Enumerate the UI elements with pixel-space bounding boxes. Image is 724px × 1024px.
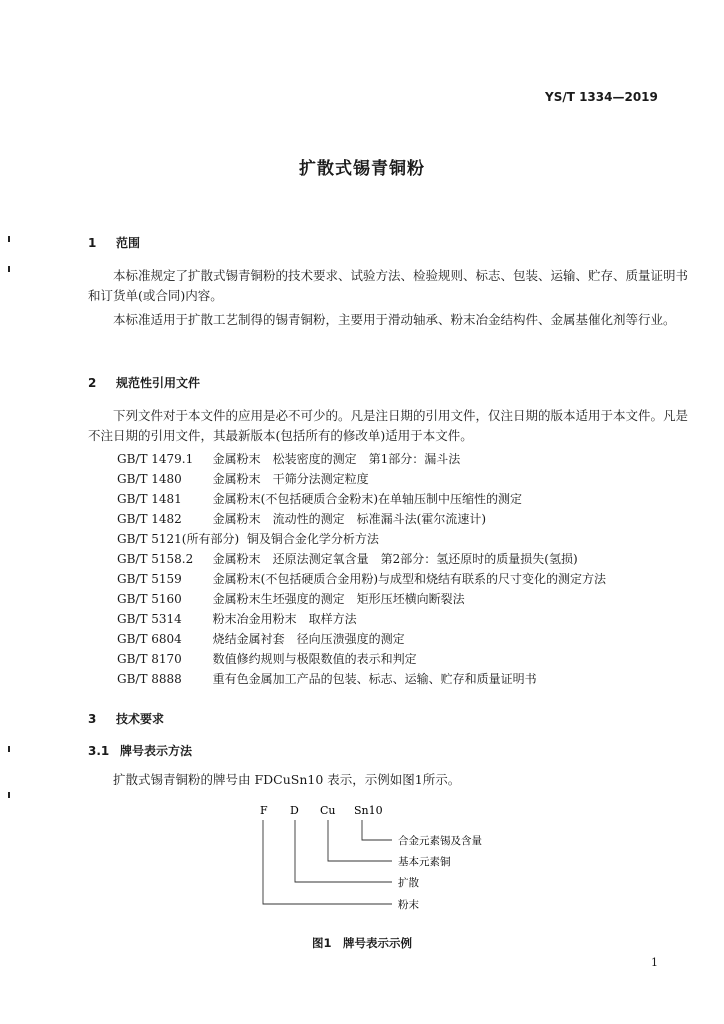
part-sn10: Sn10 xyxy=(354,804,383,817)
page-number: 1 xyxy=(651,956,658,969)
reference-item: GB/T 1482 金属粉末 流动性的测定 标准漏斗法(霍尔流速计) xyxy=(117,512,487,526)
reference-item: GB/T 5158.2 金属粉末 还原法测定氧含量 第2部分：氢还原时的质量损失(氢损) xyxy=(117,552,578,566)
leader-line-d xyxy=(295,820,392,882)
normative-intro: 下列文件对于本文件的应用是必不可少的。凡是注日期的引用文件，仅注日期的版本适用于本文件。凡是不注日期的引用文件，其最新版本(包括所有的修改单)适用于本文件。 xyxy=(88,408,689,443)
section-title: 范围 xyxy=(116,236,141,250)
subsection-number: 3.1 xyxy=(88,744,110,758)
reference-item: GB/T 1479.1 金属粉末 松装密度的测定 第1部分：漏斗法 xyxy=(117,452,461,466)
document-title: 扩散式锡青铜粉 xyxy=(299,159,425,179)
reference-item: GB/T 5314 粉末冶金用粉末 取样方法 xyxy=(117,612,357,626)
scope-paragraph-2: 本标准适用于扩散工艺制得的锡青铜粉，主要用于滑动轴承、粉末冶金结构件、金属基催化剂等行业。 xyxy=(113,312,676,327)
reference-item: GB/T 5159 金属粉末(不包括硬质合金用粉)与成型和烧结有联系的尺寸变化的测定方法 xyxy=(117,572,607,586)
section-3-heading xyxy=(88,710,164,727)
section-number: 3 xyxy=(88,712,97,726)
standard-number: YS/T 1334—2019 xyxy=(545,90,658,104)
reference-item: GB/T 5160 金属粉末生坯强度的测定 矩形压坯横向断裂法 xyxy=(117,592,465,606)
subsection-title: 牌号表示方法 xyxy=(120,744,193,758)
section-title: 规范性引用文件 xyxy=(116,376,201,390)
part-d: D xyxy=(290,804,299,817)
figure-caption: 图1 牌号表示示例 xyxy=(311,936,412,950)
designation-paragraph: 扩散式锡青铜粉的牌号由 FDCuSn10 表示，示例如图1所示。 xyxy=(113,772,461,787)
label-diffusion: 扩散 xyxy=(398,877,419,889)
margin-mark xyxy=(8,746,10,752)
margin-mark xyxy=(8,792,10,798)
leader-lines xyxy=(263,820,392,904)
subsection-3-1-heading xyxy=(88,742,192,759)
reference-item: GB/T 8888 重有色金属加工产品的包装、标志、运输、贮存和质量证明书 xyxy=(117,672,537,686)
part-f: F xyxy=(260,804,268,817)
margin-mark xyxy=(8,266,10,272)
reference-item: GB/T 5121(所有部分) 铜及铜合金化学分析方法 xyxy=(117,532,379,546)
label-base-element: 基本元素铜 xyxy=(398,856,451,868)
reference-item: GB/T 1481 金属粉末(不包括硬质合金粉末)在单轴压制中压缩性的测定 xyxy=(117,492,523,506)
margin-mark xyxy=(8,236,10,242)
section-number: 2 xyxy=(88,376,97,390)
reference-item: GB/T 1480 金属粉末 干筛分法测定粒度 xyxy=(117,472,369,486)
leader-line-cu xyxy=(328,820,392,861)
leader-line-f xyxy=(263,820,392,904)
designation-diagram xyxy=(250,800,510,920)
reference-item: GB/T 6804 烧结金属衬套 径向压溃强度的测定 xyxy=(117,632,405,646)
section-1-heading xyxy=(88,234,140,251)
section-2-heading xyxy=(88,374,200,391)
leader-line-sn10 xyxy=(362,820,392,840)
section-number: 1 xyxy=(88,236,97,250)
reference-item: GB/T 8170 数值修约规则与极限数值的表示和判定 xyxy=(117,652,417,666)
section-title: 技术要求 xyxy=(116,712,165,726)
part-cu: Cu xyxy=(320,804,336,817)
scope-paragraph-1: 本标准规定了扩散式锡青铜粉的技术要求、试验方法、检验规则、标志、包装、运输、贮存、质量证明书和订货单(或合同)内容。 xyxy=(88,268,689,303)
label-powder: 粉末 xyxy=(398,899,419,911)
label-alloy-element: 合金元素锡及含量 xyxy=(398,835,482,847)
